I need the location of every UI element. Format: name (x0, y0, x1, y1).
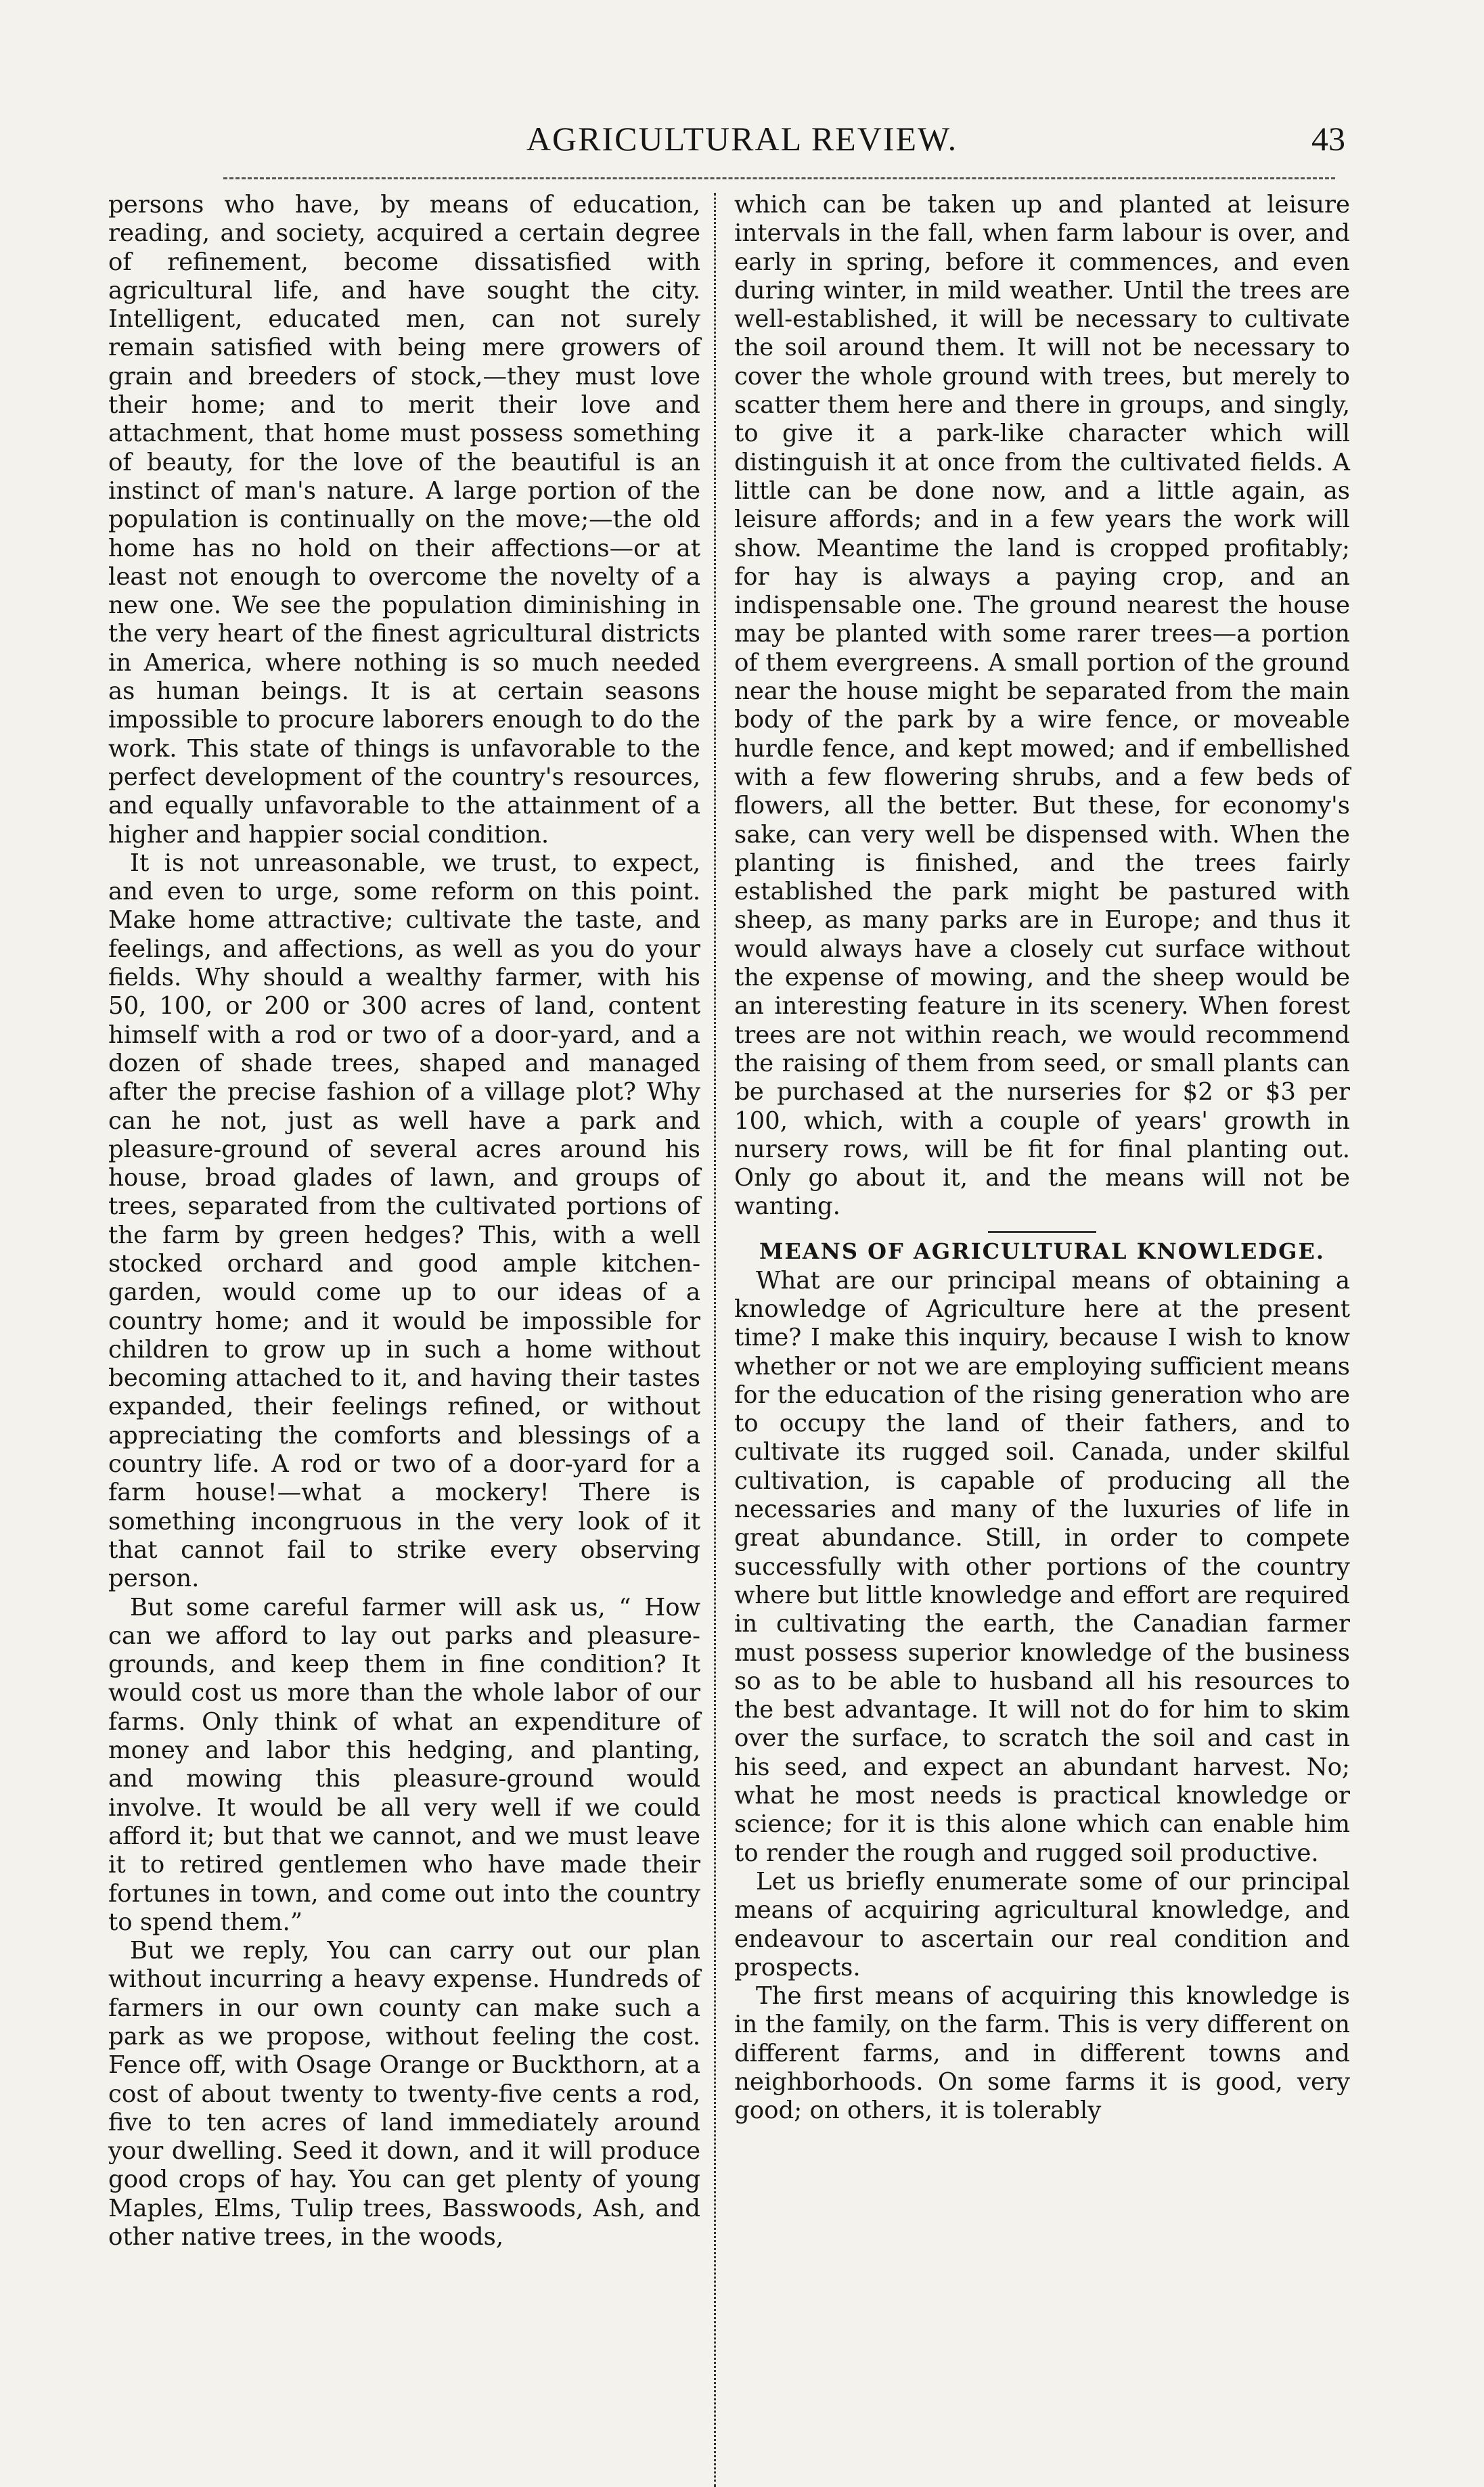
page-number: 43 (1311, 120, 1345, 158)
column-divider (714, 193, 716, 2487)
body-paragraph: persons who have, by means of education, reading, and society, acquired a certain degree of refinement, become dissatisfied with agricultural life, and have sought the city. Intelligent, educated men, can not surely remain satisfied with being mere growers of grain and breeders of stock,—they must love their home; and to merit their love and attachment, that home must possess something of beauty, for the love of the beautiful is an instinct of man's nature. A large portion of the population is continually on the move;—the old home has no hold on their affections—or at least not enough to overcome the novelty of a new one. We see the population diminishing in the very heart of the finest agricultural districts in America, where nothing is so much needed as human beings. It is at certain seasons impossible to procure laborers enough to do the work. This state of things is unfavorable to the perfect development of the country's resources, and equally unfavorable to the attainment of a higher and happier social condition. (108, 191, 700, 849)
body-paragraph: which can be taken up and planted at leisure intervals in the fall, when farm labour is over, and early in spring, before it commences, and even during winter, in mild weather. Until the trees are well-established, it will be necessary to cultivate the soil around them. It will not be necessary to cover the whole ground with trees, but merely to scatter them here and there in groups, and singly, to give it a park-like character which will distinguish it at once from the cultivated fields. A little can be done now, and a little again, as leisure affords; and in a few years the work will show. Meantime the land is cropped profitably; for hay is always a paying crop, and an indispensable one. The ground nearest the house may be planted with some rarer trees—a portion of them evergreens. A small portion of the ground near the house might be separated from the main body of the park by a wire fence, or moveable hurdle fence, and kept mowed; and if embellished with a few flowering shrubs, and a few beds of flowers, all the better. But these, for economy's sake, can very well be dispensed with. When the planting is finished, and the trees fairly established the park might be pastured with sheep, as many parks are in Europe; and thus it would always have a closely cut surface without the expense of mowing, and the sheep would be an interesting feature in its scenery. When forest trees are not within reach, we would recommend the raising of them from seed, or small plants can be purchased at the nurseries for $2 or $3 per 100, which, with a couple of years' growth in nursery rows, will be fit for final planting out. Only go about it, and the means will not be wanting. (734, 191, 1350, 1221)
body-paragraph: But we reply, You can carry out our plan without incurring a heavy expense. Hundreds of farmers in our own county can make such a park as we propose, without feeling the cost. Fence off, with Osage Orange or Buckthorn, at a cost of about twenty to twenty-five cents a rod, five to ten acres of land immediately around your dwelling. Seed it down, and it will produce good crops of hay. You can get plenty of young Maples, Elms, Tulip trees, Basswoods, Ash, and other native trees, in the woods, (108, 1937, 700, 2251)
body-paragraph: Let us briefly enumerate some of our principal means of acquiring agricultural knowledge, and endeavour to ascertain our real condition and prospects. (734, 1867, 1350, 1981)
running-title: AGRICULTURAL REVIEW. (526, 120, 958, 158)
body-paragraph: What are our principal means of obtaining a knowledge of Agriculture here at the present time? I make this inquiry, because I wish to know whether or not we are employing sufficient means for the education of the rising generation who are to occupy the land of their fathers, and to cultivate its rugged soil. Canada, under skilful cultivation, is capable of producing all the necessaries and many of the luxuries of life in great abundance. Still, in order to compete successfully with other portions of the country where but little knowledge and effort are required in cultivating the earth, the Canadian farmer must possess superior knowledge of the business so as to be able to husband all his resources to the best advantage. It will not do for him to skim over the surface, to scratch the soil and cast in his seed, and expect an abundant harvest. No; what he most needs is practical knowledge or science; for it is this alone which can enable him to render the rough and rugged soil productive. (734, 1266, 1350, 1867)
body-paragraph: But some careful farmer will ask us, “ How can we afford to lay out parks and pleasure-grounds, and keep them in fine condition? It would cost us more than the whole labor of our farms. Only think of what an expenditure of money and labor this hedging, and planting, and mowing this pleasure-ground would involve. It would be all very well if we could afford it; but that we cannot, and we must leave it to retired gentlemen who have made their fortunes in town, and come out into the country to spend them.” (108, 1593, 700, 1936)
section-heading: MEANS OF AGRICULTURAL KNOWLEDGE. (759, 1238, 1325, 1264)
body-paragraph: The first means of acquiring this knowledge is in the family, on the farm. This is very different on different farms, and in different towns and neighborhoods. On some farms it is good, very good; on others, it is tolerably (734, 1982, 1350, 2125)
section-rule (988, 1231, 1096, 1233)
body-paragraph: It is not unreasonable, we trust, to expect, and even to urge, some reform on this point. Make home attractive; cultivate the taste, and feelings, and affections, as well as you do your fields. Why should a wealthy farmer, with his 50, 100, or 200 or 300 acres of land, content himself with a rod or two of a door-yard, and a dozen of shade trees, shaped and managed after the precise fashion of a village plot? Why can he not, just as well have a park and pleasure-ground of several acres around his house, broad glades of lawn, and groups of trees, separated from the cultivated portions of the farm by green hedges? This, with a well stocked orchard and good ample kitchen-garden, would come up to our ideas of a country home; and it would be impossible for children to grow up in such a home without becoming attached to it, and having their tastes expanded, their feelings refined, or without appreciating the comforts and blessings of a country life. A rod or two of a door-yard for a farm house!—what a mockery! There is something incongruous in the very look of it that cannot fail to strike every observing person. (108, 849, 700, 1593)
right-column (734, 191, 1350, 2126)
left-column (108, 191, 700, 2251)
header-rule (223, 177, 1335, 179)
running-head (118, 118, 1366, 159)
